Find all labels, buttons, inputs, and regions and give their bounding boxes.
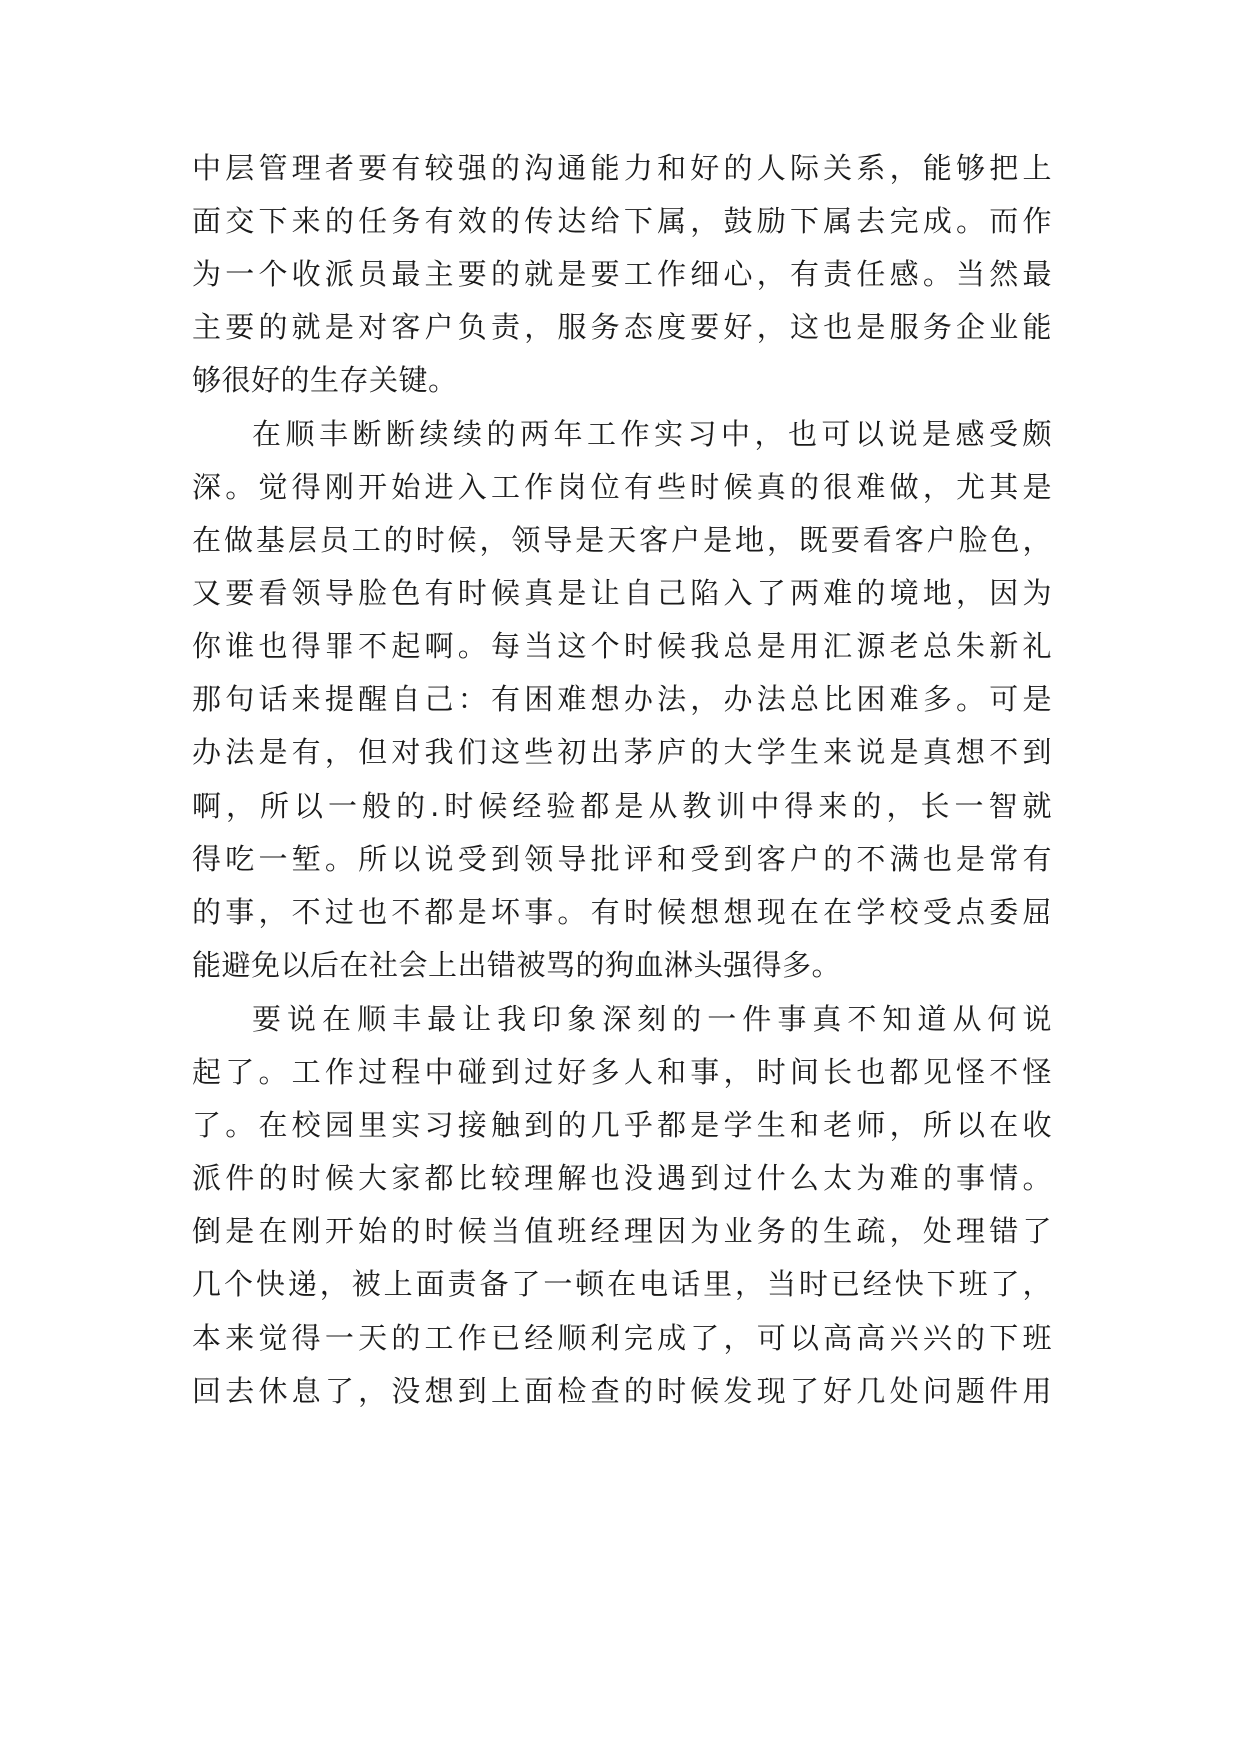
text-line: 几个快递，被上面责备了一顿在电话里，当时已经快下班了， (192, 1267, 1052, 1301)
text-line: 为一个收派员最主要的就是要工作细心，有责任感。当然最 (192, 257, 1052, 291)
paragraph-first-line: 在顺丰断断续续的两年工作实习中，也可以说是感受颇 (252, 417, 1052, 451)
text-line: 啊，所以一般的.时候经验都是从教训中得来的，长一智就 (192, 789, 1052, 823)
text-line: 倒是在刚开始的时候当值班经理因为业务的生疏，处理错了 (192, 1214, 1052, 1248)
text-line: 主要的就是对客户负责，服务态度要好，这也是服务企业能 (192, 310, 1052, 344)
text-line: 的事，不过也不都是坏事。有时候想想现在在学校受点委屈 (192, 895, 1052, 929)
text-line: 够很好的生存关键。 (192, 363, 458, 397)
text-line: 得吃一堑。所以说受到领导批评和受到客户的不满也是常有 (192, 842, 1052, 876)
text-line: 那句话来提醒自己：有困难想办法，办法总比困难多。可是 (192, 682, 1052, 716)
text-line: 能避免以后在社会上出错被骂的狗血淋头强得多。 (192, 948, 842, 982)
text-line: 了。在校园里实习接触到的几乎都是学生和老师，所以在收 (192, 1108, 1052, 1142)
text-line: 办法是有，但对我们这些初出茅庐的大学生来说是真想不到 (192, 735, 1052, 769)
text-line: 在做基层员工的时候，领导是天客户是地，既要看客户脸色， (192, 523, 1052, 557)
text-line: 又要看领导脸色有时候真是让自己陷入了两难的境地，因为 (192, 576, 1052, 610)
text-line: 深。觉得刚开始进入工作岗位有些时候真的很难做，尤其是 (192, 470, 1052, 504)
text-line: 面交下来的任务有效的传达给下属，鼓励下属去完成。而作 (192, 204, 1052, 238)
text-line: 中层管理者要有较强的沟通能力和好的人际关系，能够把上 (192, 151, 1052, 185)
text-line: 回去休息了，没想到上面检查的时候发现了好几处问题件用 (192, 1374, 1052, 1408)
text-line: 本来觉得一天的工作已经顺利完成了，可以高高兴兴的下班 (192, 1321, 1052, 1355)
text-line: 你谁也得罪不起啊。每当这个时候我总是用汇源老总朱新礼 (192, 629, 1052, 663)
text-line: 起了。工作过程中碰到过好多人和事，时间长也都见怪不怪 (192, 1055, 1052, 1089)
text-line: 派件的时候大家都比较理解也没遇到过什么太为难的事情。 (192, 1161, 1052, 1195)
paragraph-first-line: 要说在顺丰最让我印象深刻的一件事真不知道从何说 (252, 1002, 1052, 1036)
